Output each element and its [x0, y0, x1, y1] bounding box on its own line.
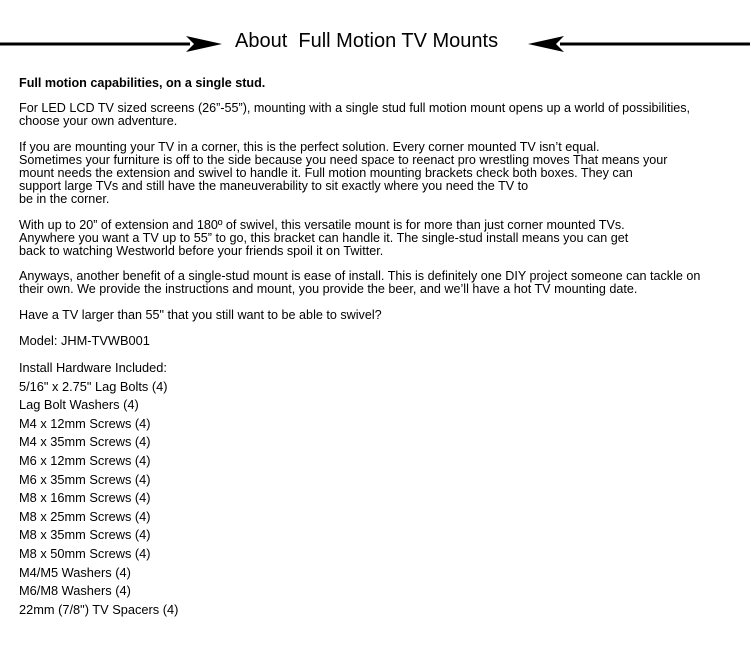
- section-subheading: Full motion capabilities, on a single stud.: [19, 76, 266, 90]
- paragraph-line: their own. We provide the instructions and mount, you provide the beer, and we’ll have a hot TV mounting date.: [19, 282, 638, 297]
- paragraph-line: Anywhere you want a TV up to 55” to go, this bracket can handle it. The single-stud install means you can get: [19, 230, 629, 245]
- page-title: About Full Motion TV Mounts: [235, 30, 499, 52]
- paragraph-line: choose your own adventure.: [19, 114, 178, 129]
- hardware-item: M8 x 35mm Screws (4): [19, 527, 151, 543]
- hardware-item: M6 x 12mm Screws (4): [19, 453, 151, 469]
- page-header: [0, 28, 750, 60]
- hardware-item: Lag Bolt Washers (4): [19, 397, 139, 413]
- paragraph: [19, 309, 744, 322]
- description-content: [19, 77, 744, 619]
- paragraph: [19, 102, 744, 128]
- arrow-left-icon: [528, 36, 750, 52]
- paragraph: [19, 219, 744, 259]
- hardware-item: M8 x 25mm Screws (4): [19, 508, 151, 524]
- hardware-item: 22mm (7/8") TV Spacers (4): [19, 601, 179, 617]
- hardware-item: M6/M8 Washers (4): [19, 583, 131, 599]
- hardware-item: M4 x 35mm Screws (4): [19, 434, 151, 450]
- hardware-item: 5/16" x 2.75" Lag Bolts (4): [19, 378, 168, 394]
- paragraph-line: support large TVs and still have the maneuverability to sit exactly where you need the TV to: [19, 179, 529, 194]
- arrow-right-icon: [0, 36, 222, 52]
- hardware-item: M4/M5 Washers (4): [19, 564, 131, 580]
- hardware-list: [19, 359, 744, 619]
- paragraph-line: back to watching Westworld before your friends spoil it on Twitter.: [19, 244, 384, 259]
- hardware-item: M4 x 12mm Screws (4): [19, 415, 151, 431]
- hardware-item: M8 x 16mm Screws (4): [19, 490, 151, 506]
- paragraph-line: With up to 20” of extension and 180º of swivel, this versatile mount is for more than just corner mounted TVs.: [19, 217, 625, 232]
- model-number: Model: JHM-TVWB001: [19, 332, 150, 348]
- hardware-item: M6 x 35mm Screws (4): [19, 471, 151, 487]
- paragraph-line: be in the corner.: [19, 192, 110, 207]
- description-paragraphs: [19, 102, 744, 322]
- hardware-label: Install Hardware Included:: [19, 360, 167, 376]
- paragraph-line: Sometimes your furniture is off to the side because you need space to reenact pro wrestling moves That means your: [19, 152, 668, 167]
- paragraph: [19, 270, 744, 296]
- paragraph: [19, 141, 744, 207]
- paragraph-line: Anyways, another benefit of a single-stud mount is ease of install. This is definitely one DIY project someone can tackle on: [19, 269, 701, 284]
- paragraph-line: For LED LCD TV sized screens (26”-55”), mounting with a single stud full motion mount opens up a world of possibilities,: [19, 101, 691, 116]
- paragraph-line: If you are mounting your TV in a corner, this is the perfect solution. Every corner mounted TV isn’t equal.: [19, 139, 600, 154]
- paragraph-line: Have a TV larger than 55" that you still want to be able to swivel?: [19, 307, 382, 322]
- hardware-item: M8 x 50mm Screws (4): [19, 545, 151, 561]
- paragraph-line: mount needs the extension and swivel to handle it. Full motion mounting brackets check both boxes. They can: [19, 166, 633, 181]
